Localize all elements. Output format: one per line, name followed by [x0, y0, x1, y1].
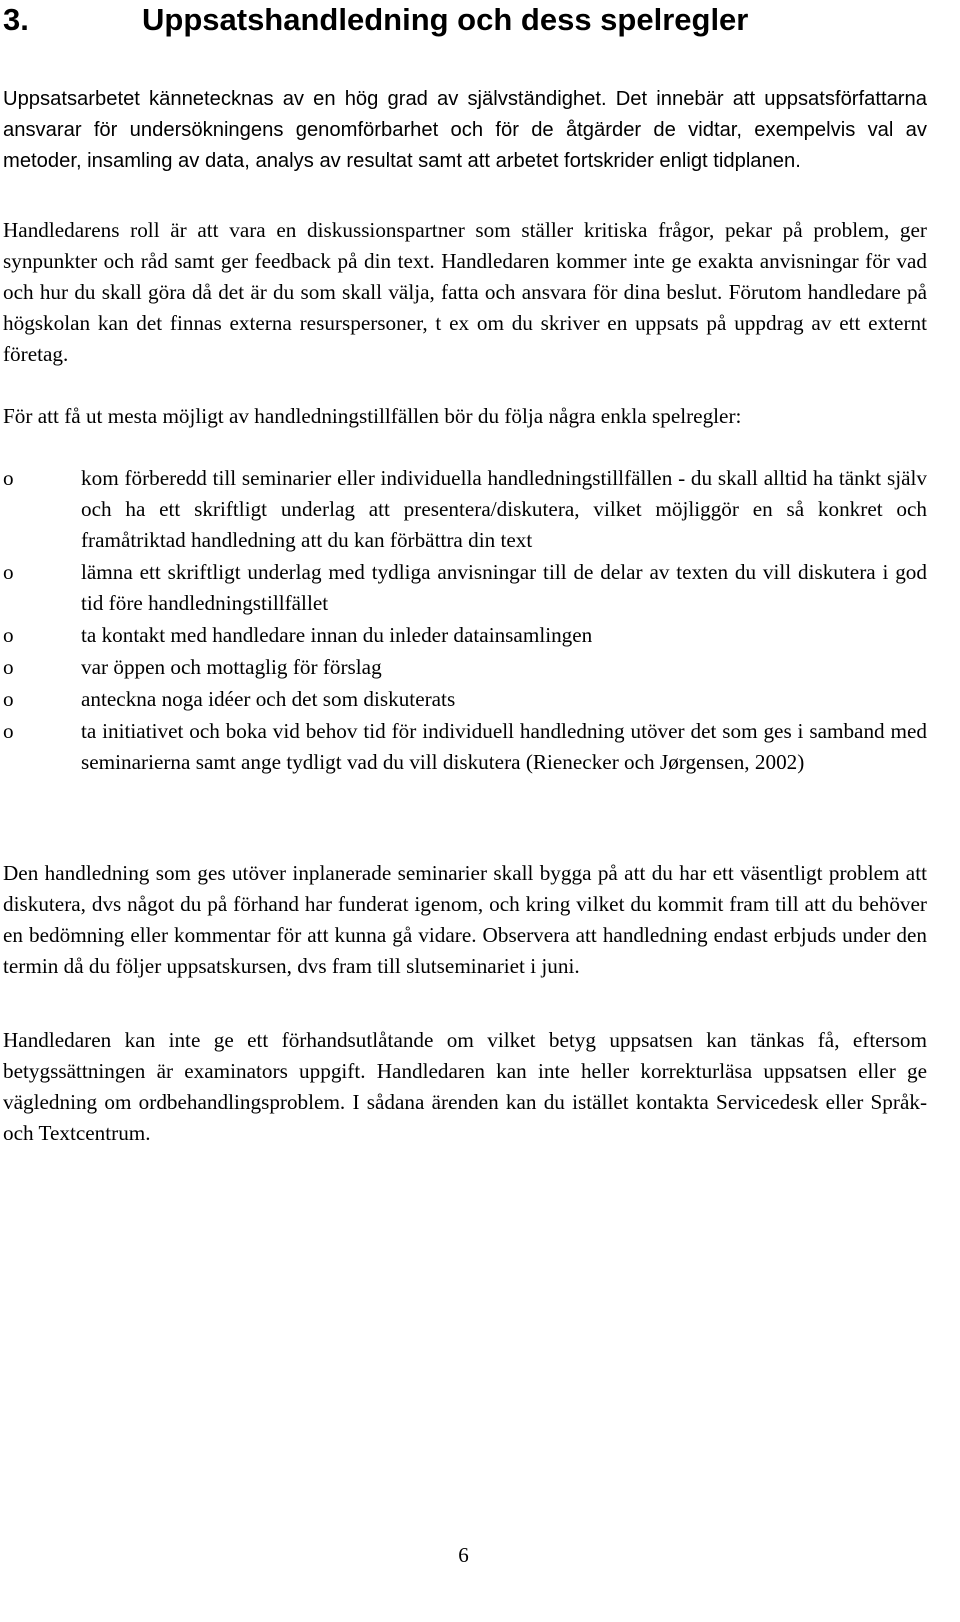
- paragraph-supervision-scope: Den handledning som ges utöver inplanerade seminarier skall bygga på att du har ett väsentligt problem att diskutera, dvs något du på förhand har funderat igenom, och kring vilket du kommit fram till att du behöver en bedömning eller kommentar för att kunna gå vidare. Observera att handledning endast erbjuds under den termin då du följer uppsatskursen, dvs fram till slutseminariet i juni.: [3, 861, 927, 978]
- list-item-text: lämna ett skriftligt underlag med tydliga anvisningar till de delar av texten du vill diskutera i god tid före handledningstillfället: [81, 560, 927, 615]
- bullet-marker: o: [3, 560, 14, 584]
- section-number: 3.: [3, 2, 29, 37]
- paragraph-supervisor-limits: Handledaren kan inte ge ett förhandsutlåtande om vilket betyg uppsatsen kan tänkas få, eftersom betygssättningen är examinators uppgift. Handledaren kan inte heller korrekturläsa uppsatsen eller ge vägledning om ordbehandlingsproblem. I sådana ärenden kan du istället kontakta Servicedesk eller Språk- och Textcentrum.: [3, 1028, 927, 1145]
- bullet-marker: o: [3, 687, 14, 711]
- list-item-text: kom förberedd till seminarier eller individuella handledningstillfällen - du skall alltid ha tänkt själv och ha ett skriftligt underlag att presentera/diskutera, vilket möjliggör en så konkret och framåtriktad handledning att du kan förbättra din text: [81, 466, 927, 552]
- bullet-marker: o: [3, 623, 14, 647]
- page-number: 6: [458, 1543, 469, 1567]
- rules-list: [3, 463, 927, 779]
- list-item: [3, 463, 927, 556]
- bullet-marker: o: [3, 466, 14, 490]
- list-item-text: ta initiativet och boka vid behov tid för individuell handledning utöver det som ges i samband med seminarierna samt ange tydligt vad du vill diskutera (Rienecker och Jørgensen, 2002): [81, 719, 927, 774]
- list-item: [3, 716, 927, 778]
- section-title: Uppsatshandledning och dess spelregler: [142, 2, 749, 37]
- list-item: [3, 652, 927, 683]
- section-heading: [3, 2, 748, 38]
- list-item-text: anteckna noga idéer och det som diskuterats: [81, 687, 456, 711]
- bullet-marker: o: [3, 655, 14, 679]
- list-item-text: ta kontakt med handledare innan du inleder datainsamlingen: [81, 623, 593, 647]
- list-item: [3, 557, 927, 619]
- paragraph-rules-intro: För att få ut mesta möjligt av handledningstillfällen bör du följa några enkla spelregler:: [3, 404, 742, 428]
- list-item: [3, 620, 927, 651]
- list-item-text: var öppen och mottaglig för förslag: [81, 655, 382, 679]
- paragraph-supervisor-role: Handledarens roll är att vara en diskussionspartner som ställer kritiska frågor, pekar på problem, ger synpunkter och råd samt ger feedback på din text. Handledaren kommer inte ge exakta anvisningar för vad och hur du skall göra då det är du som skall välja, fatta och ansvara för dina beslut. Förutom handledare på högskolan kan det finnas externa resurspersoner, t ex om du skriver en uppsats på uppdrag av ett externt företag.: [3, 218, 927, 366]
- bullet-marker: o: [3, 719, 14, 743]
- list-item: [3, 684, 927, 715]
- paragraph-independence: Uppsatsarbetet kännetecknas av en hög grad av självständighet. Det innebär att uppsatsförfattarna ansvarar för undersökningens genomförbarhet och för de åtgärder de vidtar, exempelvis val av metoder, insamling av data, analys av resultat samt att arbetet fortskrider enligt tidplanen.: [3, 88, 927, 172]
